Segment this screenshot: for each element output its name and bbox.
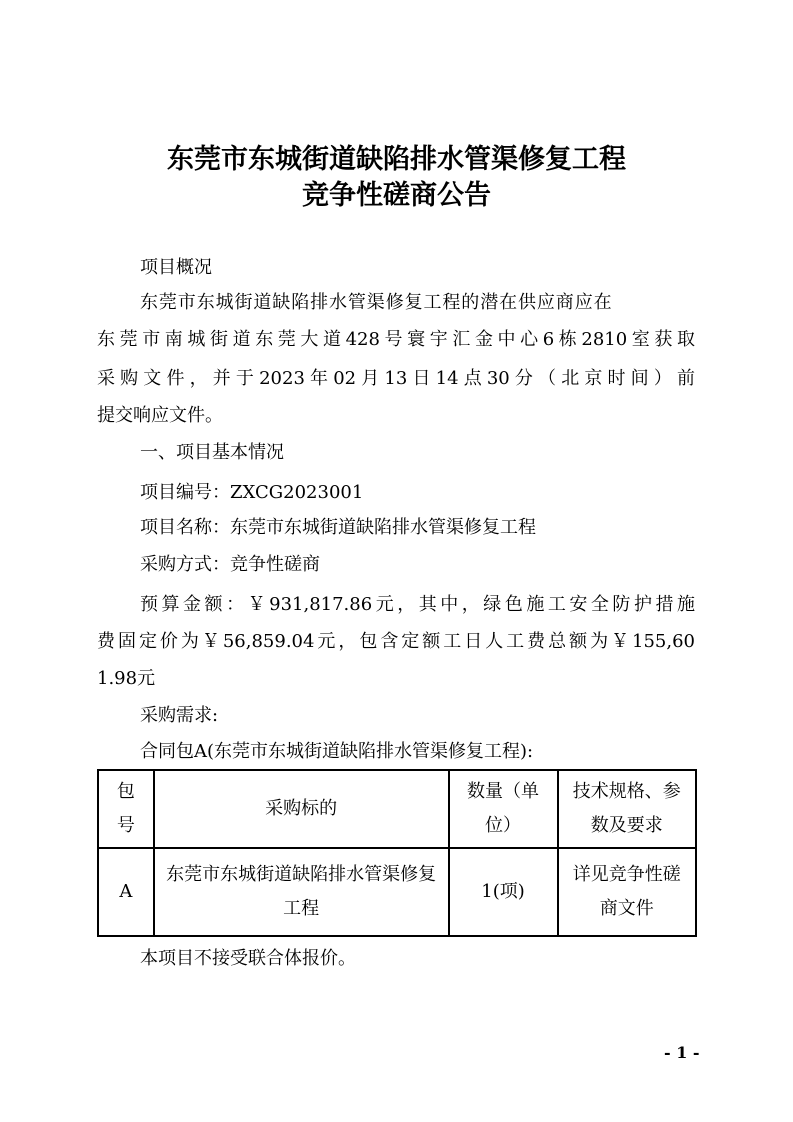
consortium-note: 本项目不接受联合体报价。 [140, 948, 356, 969]
procurement-method: 采购方式：竞争性磋商 [140, 554, 320, 575]
table-header-row [98, 770, 696, 848]
document-title-line1: 东莞市东城街道缺陷排水管渠修复工程 [167, 144, 626, 175]
contract-package-label: 合同包A(东莞市东城街道缺陷排水管渠修复工程): [140, 741, 534, 762]
procurement-table [97, 769, 697, 937]
procurement-demand-label: 采购需求: [140, 705, 219, 726]
document-title-line2: 竞争性磋商公告 [302, 180, 491, 211]
overview-line-1: 东莞市东城街道缺陷排水管渠修复工程的潜在供应商应在 [140, 292, 613, 313]
header-specs: 技术规格、参数及要求 [558, 770, 696, 848]
cell-procurement-item: 东莞市东城街道缺陷排水管渠修复工程 [154, 848, 449, 936]
overview-line-4: 提交响应文件。 [97, 405, 223, 426]
project-number: 项目编号：ZXCG2023001 [140, 482, 364, 503]
section1-heading: 一、项目基本情况 [140, 442, 284, 463]
header-package-no: 包号 [98, 770, 154, 848]
overview-line-3: 采购文件，并于2023年02月13日14点30分（北京时间）前 [97, 368, 695, 389]
header-quantity: 数量（单位） [449, 770, 558, 848]
page-number: - 1 - [664, 1043, 700, 1062]
table-row [98, 848, 696, 936]
cell-specs: 详见竞争性磋商文件 [558, 848, 696, 936]
budget-line-1: 预算金额：￥931,817.86元，其中，绿色施工安全防护措施 [140, 594, 695, 615]
project-name: 项目名称：东莞市东城街道缺陷排水管渠修复工程 [140, 517, 536, 538]
cell-package-no: A [98, 848, 154, 936]
budget-line-2: 费固定价为￥56,859.04元，包含定额工日人工费总额为￥155,60 [97, 631, 695, 652]
budget-line-3: 1.98元 [97, 668, 156, 689]
header-procurement-item: 采购标的 [154, 770, 449, 848]
overview-heading: 项目概况 [140, 257, 212, 278]
cell-quantity: 1(项) [449, 848, 558, 936]
overview-line-2: 东莞市南城街道东莞大道428号寰宇汇金中心6栋2810室获取 [97, 329, 695, 350]
